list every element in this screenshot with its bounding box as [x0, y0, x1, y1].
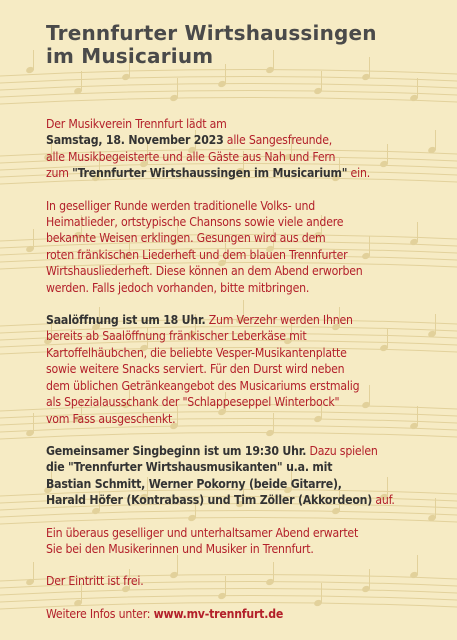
admission-note: Der Eintritt ist frei. [46, 574, 144, 589]
opening-time: Saalöffnung ist um 18 Uhr. [46, 313, 206, 328]
title-line-1: Trennfurter Wirtshaussingen [46, 21, 377, 45]
songs-paragraph: In geselliger Runde werden traditionelle Volks- und Heimatlieder, ortstypische Chansons sowie viele andere bekannte Weisen erklingen. Gesungen wird aus dem roten fränkischen Liederheft und dem blauen Trennfurter Wirtshausliederheft. Diese können an dem Abend erworben werden. Falls jedoch vorhanden, bitte mitbringen. [46, 198, 363, 295]
invitation-paragraph: Der Musikverein Trennfurt lädt am Samstag, 18. November 2023 alle Sangesfreunde, alle Musikbegeisterte und alle Gäste aus Nah und Fern zum "Trennfurter Wirtshaussingen im Musicarium" ein. [46, 117, 370, 181]
title-line-2: im Musicarium [46, 44, 214, 68]
event-name: "Trennfurter Wirtshaussingen im Musicarium" [72, 166, 348, 181]
musicians-paragraph: Gemeinsamer Singbeginn ist um 19:30 Uhr. Dazu spielen die "Trennfurter Wirtshausmusikanten" u.a. mit Bastian Schmitt, Werner Pokorny (beide Gitarre), Harald Höfer (Kontrabass) und Tim Zöller (Akkordeon) auf. [46, 443, 395, 508]
website-link[interactable]: www.mv-trennfurt.de [153, 606, 284, 621]
closing-paragraph: Ein überaus geselliger und unterhaltsamer Abend erwartet Sie bei den Musikerinnen und Musiker in Trennfurt. [46, 525, 359, 556]
page-title [46, 22, 426, 68]
event-date: Samstag, 18. November 2023 [46, 133, 224, 148]
flyer-content [46, 22, 426, 622]
more-info: Weitere Infos unter: www.mv-trennfurt.de [46, 606, 284, 621]
singing-start-time: Gemeinsamer Singbeginn ist um 19:30 Uhr. [46, 443, 307, 458]
food-paragraph: Saalöffnung ist um 18 Uhr. Zum Verzehr werden Ihnen bereits ab Saalöffnung fränkischer Leberkäse mit Kartoffelhäubchen, die beliebte Vesper-Musikantenplatte sowie weitere Snacks serviert. Für den Durst wird neben dem üblichen Getränkeangebot des Musicariums erstmalig als Spezialausschank der "Schlappeseppel Winterbock" vom Fass ausgeschenkt. [46, 313, 360, 426]
